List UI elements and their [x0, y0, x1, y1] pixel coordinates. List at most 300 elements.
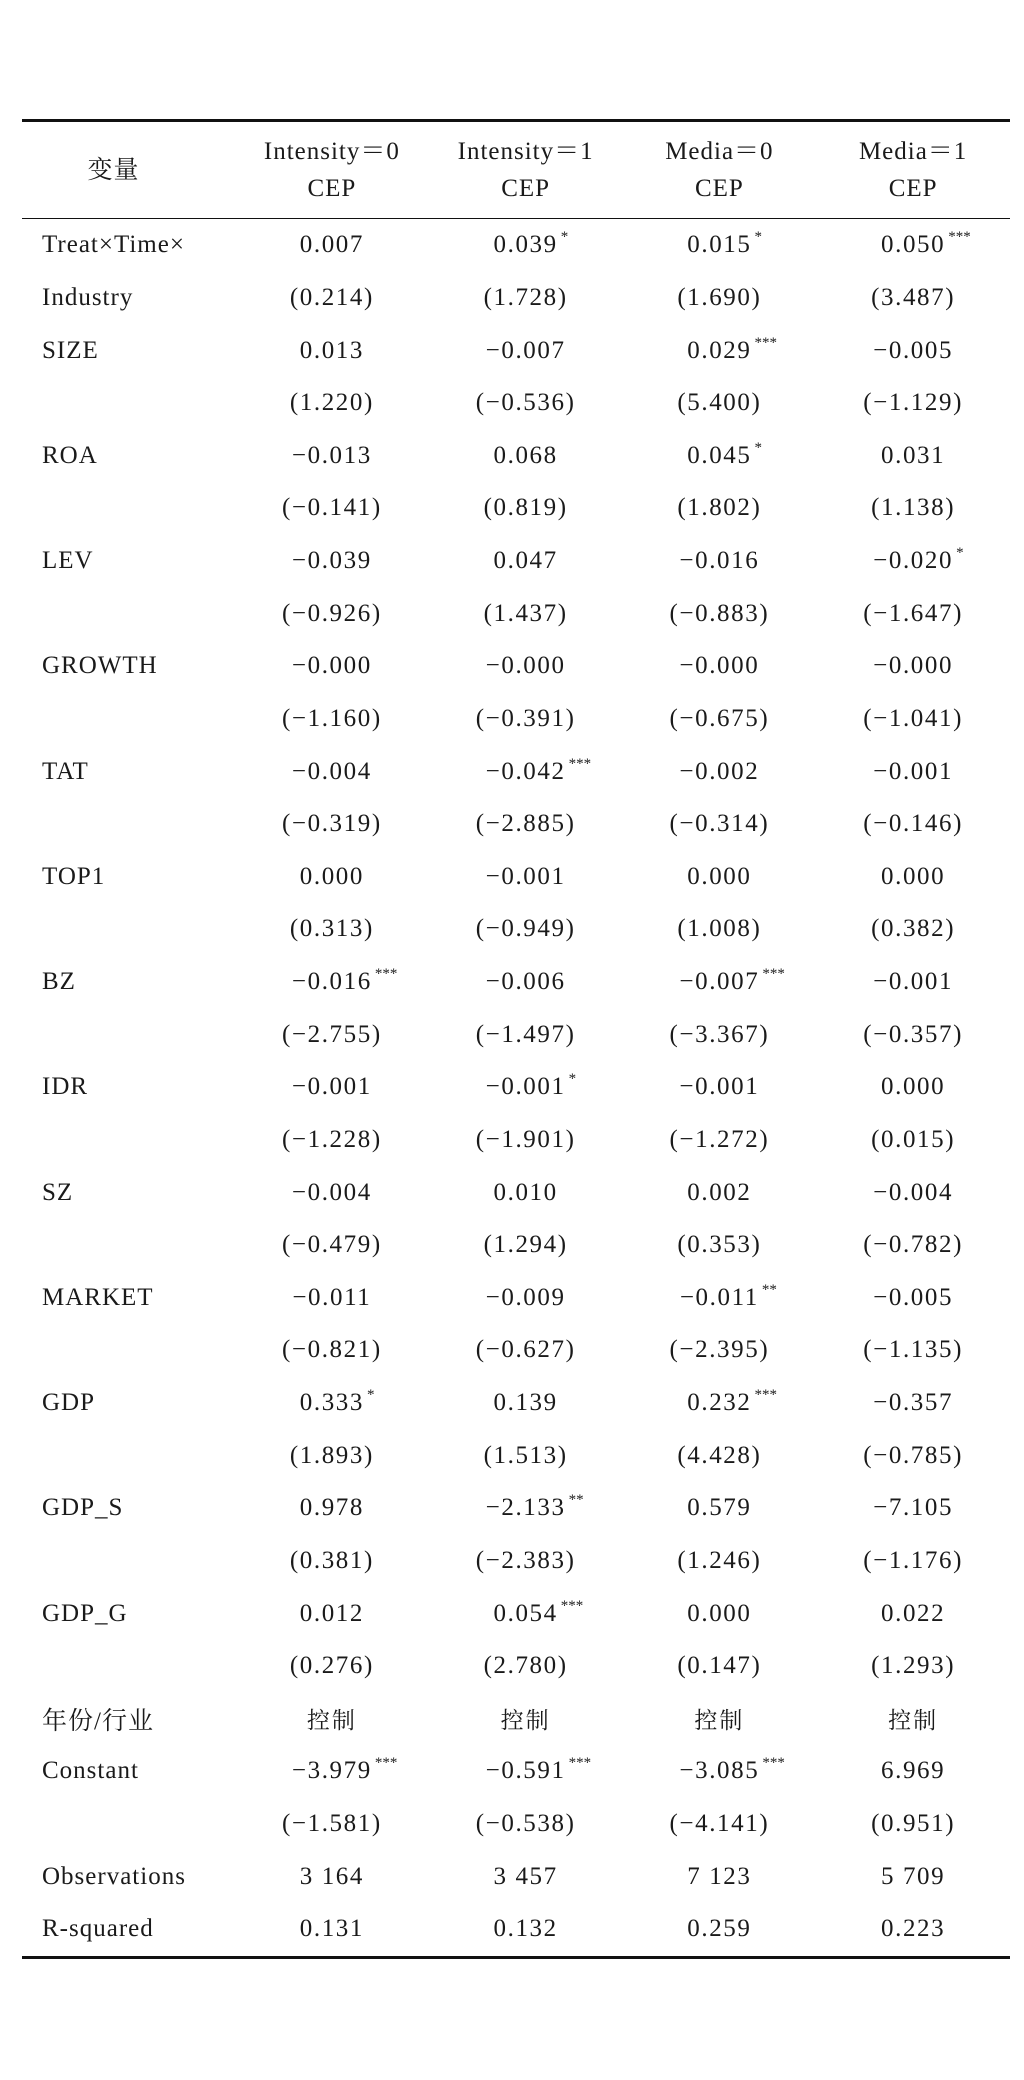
table-cell [429, 272, 623, 325]
cell-value: 0.045 * [687, 439, 762, 469]
table-row [22, 745, 1010, 798]
table-cell [816, 640, 1010, 693]
cell-value: −0.001 [679, 1073, 760, 1101]
cell-value: (1.802) [677, 494, 762, 522]
cell-value: 0.579 [687, 1494, 752, 1522]
table-cell [816, 1798, 1010, 1851]
table-cell [235, 640, 429, 693]
table-cell [429, 798, 623, 851]
table-cell [235, 1114, 429, 1167]
table-cell [816, 1061, 1010, 1114]
row-variable-label: Constant [42, 1757, 139, 1785]
cell-value: −0.004 [291, 1178, 372, 1206]
cell-value: (−1.901) [475, 1125, 576, 1153]
table-cell [429, 956, 623, 1009]
cell-value: (−0.627) [475, 1336, 576, 1364]
cell-value: (−0.479) [281, 1231, 382, 1259]
cell-value: −7.105 [873, 1494, 954, 1522]
cell-value: −0.011 ** [679, 1281, 777, 1311]
significance-stars: * [754, 229, 762, 246]
table-row [22, 640, 1010, 693]
cell-value: 0.002 [687, 1178, 752, 1206]
cell-value: 0.978 [299, 1494, 364, 1522]
table-cell [235, 956, 429, 1009]
cell-value: (0.353) [677, 1231, 762, 1259]
table-cell [623, 272, 817, 325]
cell-value: (4.428) [677, 1441, 762, 1469]
row-variable-label: GDP_S [42, 1494, 124, 1522]
cell-value: (−0.949) [475, 915, 576, 943]
table-cell [816, 798, 1010, 851]
row-variable-label: GDP [42, 1389, 96, 1417]
cell-value: (0.276) [289, 1652, 374, 1680]
cell-value: 0.031 [881, 441, 946, 469]
row-variable-label [22, 482, 235, 535]
table-cell [429, 1535, 623, 1588]
cell-value: −0.013 [291, 441, 372, 469]
cell-value: −0.000 [291, 652, 372, 680]
table-row [22, 1482, 1010, 1535]
cell-value: (0.147) [677, 1652, 762, 1680]
cell-value: (−1.581) [281, 1810, 382, 1838]
table-cell [623, 1482, 817, 1535]
table-cell [816, 272, 1010, 325]
cell-value: 控制 [888, 1708, 939, 1735]
table-cell [816, 1693, 1010, 1746]
table-cell [623, 430, 817, 483]
cell-value: (−0.146) [863, 810, 964, 838]
table-row [22, 798, 1010, 851]
table-cell [429, 1693, 623, 1746]
table-row [22, 903, 1010, 956]
cell-value: 3 457 [493, 1862, 558, 1890]
cell-value: 0.029 *** [687, 334, 777, 364]
cell-value: (−2.755) [281, 1020, 382, 1048]
row-variable-label [22, 587, 235, 640]
cell-value: 控制 [500, 1708, 551, 1735]
table-cell [429, 903, 623, 956]
header-row [22, 121, 1010, 219]
cell-value: (−1.647) [863, 599, 964, 627]
row-variable-label [22, 377, 235, 430]
cell-value: −0.002 [679, 757, 760, 785]
cell-value: (−0.782) [863, 1231, 964, 1259]
table-cell [623, 956, 817, 1009]
cell-value: (−1.135) [863, 1336, 964, 1364]
cell-value: −0.004 [873, 1178, 954, 1206]
table-cell [816, 745, 1010, 798]
cell-value: 0.000 [299, 862, 364, 890]
significance-stars: * [754, 439, 762, 456]
cell-value: (1.220) [289, 389, 374, 417]
column-header-media-1 [816, 121, 1010, 219]
cell-value: (−0.391) [475, 704, 576, 732]
table-row [22, 219, 1010, 272]
table-cell [816, 1429, 1010, 1482]
cell-value: (−0.357) [863, 1020, 964, 1048]
table-cell [235, 1903, 429, 1957]
cell-value: (1.246) [677, 1546, 762, 1574]
significance-stars: *** [754, 1387, 777, 1404]
table-cell [235, 1745, 429, 1798]
cell-value: (−0.821) [281, 1336, 382, 1364]
row-variable-label: TOP1 [42, 862, 106, 890]
row-variable-label: GROWTH [42, 652, 158, 680]
cell-value: 0.047 [493, 547, 558, 575]
cell-value: −0.005 [873, 336, 954, 364]
row-variable-label [22, 903, 235, 956]
cell-value: (−1.272) [669, 1125, 770, 1153]
significance-stars: *** [374, 966, 398, 983]
table-cell [816, 1219, 1010, 1272]
table-cell [816, 1482, 1010, 1535]
column-header-intensity-1 [429, 121, 623, 219]
table-cell [816, 482, 1010, 535]
table-row [22, 1535, 1010, 1588]
table-cell [623, 903, 817, 956]
cell-value: (−1.497) [475, 1020, 576, 1048]
cell-value: 0.333 * [299, 1387, 375, 1417]
table-cell [816, 587, 1010, 640]
table-row [22, 851, 1010, 904]
cell-value: (1.008) [677, 915, 762, 943]
cell-value: 0.000 [687, 1599, 752, 1627]
table-cell [235, 851, 429, 904]
row-variable-label [22, 1114, 235, 1167]
cell-value: (0.381) [289, 1546, 374, 1574]
significance-stars: * [956, 545, 964, 562]
table-cell [429, 1219, 623, 1272]
table-cell [235, 535, 429, 588]
cell-value: (−0.675) [669, 704, 770, 732]
table-cell [429, 1640, 623, 1693]
table-cell [235, 430, 429, 483]
cell-value: 6.969 [881, 1757, 946, 1785]
table-cell [623, 377, 817, 430]
cell-value: (0.819) [483, 494, 568, 522]
significance-stars: *** [560, 1597, 584, 1614]
table-cell [816, 1535, 1010, 1588]
cell-value: (−0.538) [475, 1810, 576, 1838]
cell-value: (1.728) [483, 283, 568, 311]
cell-value: −0.591 *** [485, 1755, 592, 1785]
table-cell [816, 1587, 1010, 1640]
table-cell [816, 1166, 1010, 1219]
table-cell [816, 377, 1010, 430]
cell-value: (1.138) [871, 494, 956, 522]
variable-column-header: 变量 [87, 156, 140, 184]
table-cell [816, 1008, 1010, 1061]
table-row [22, 1219, 1010, 1272]
table-cell [816, 1377, 1010, 1430]
table-cell [816, 430, 1010, 483]
cell-value: 0.068 [493, 441, 558, 469]
table-cell [816, 1903, 1010, 1957]
cell-value: (−2.383) [475, 1546, 576, 1574]
cell-value: 0.012 [299, 1599, 364, 1627]
table-cell [429, 1587, 623, 1640]
table-cell [623, 693, 817, 746]
cell-value: (0.382) [871, 915, 956, 943]
significance-stars: *** [754, 334, 777, 351]
table-cell [623, 1850, 817, 1903]
row-variable-label [22, 1429, 235, 1482]
cell-value: (−1.041) [863, 704, 964, 732]
column-header-line1: Media＝1 [858, 138, 968, 165]
table-cell [429, 1903, 623, 1957]
cell-value: (−0.926) [281, 599, 382, 627]
table-cell [429, 1798, 623, 1851]
cell-value: −0.006 [485, 968, 566, 996]
table-cell [235, 377, 429, 430]
significance-stars: *** [948, 229, 971, 246]
cell-value: (−0.319) [281, 810, 382, 838]
cell-value: (3.487) [871, 283, 956, 311]
cell-value: (2.780) [483, 1652, 568, 1680]
cell-value: 0.039 * [493, 229, 569, 259]
row-variable-label [22, 1008, 235, 1061]
table-row [22, 1429, 1010, 1482]
cell-value: −0.357 [873, 1389, 954, 1417]
cell-value: 0.015 * [687, 229, 762, 259]
table-cell [235, 1535, 429, 1588]
table-row [22, 956, 1010, 1009]
table-cell [429, 1745, 623, 1798]
column-header-line1: Media＝0 [665, 138, 774, 165]
row-variable-label [22, 1535, 235, 1588]
table-cell [235, 1061, 429, 1114]
table-cell [623, 640, 817, 693]
column-header-line2: CEP [888, 175, 938, 202]
cell-value: (−1.176) [863, 1546, 964, 1574]
cell-value: (5.400) [677, 389, 762, 417]
regression-table-container [22, 119, 1010, 1959]
table-row [22, 1324, 1010, 1377]
row-variable-label: IDR [42, 1073, 89, 1101]
table-cell [429, 377, 623, 430]
cell-value: 3 164 [299, 1862, 364, 1890]
table-cell [235, 693, 429, 746]
column-header-line2: CEP [307, 175, 357, 202]
cell-value: −0.016 [679, 547, 760, 575]
row-variable-label: SZ [42, 1178, 74, 1206]
table-row [22, 1008, 1010, 1061]
cell-value: 0.022 [881, 1599, 946, 1627]
table-cell [623, 1535, 817, 1588]
row-variable-label: GDP_G [42, 1599, 128, 1627]
table-row [22, 1587, 1010, 1640]
cell-value: 控制 [694, 1708, 745, 1735]
table-cell [816, 903, 1010, 956]
table-row [22, 693, 1010, 746]
cell-value: (−2.395) [669, 1336, 770, 1364]
table-cell [235, 745, 429, 798]
cell-value: (0.214) [289, 283, 374, 311]
column-header-media-0 [623, 121, 817, 219]
cell-value: (−1.228) [281, 1125, 382, 1153]
table-cell [623, 482, 817, 535]
cell-value: 7 123 [687, 1862, 752, 1890]
table-row [22, 1745, 1010, 1798]
table-cell [623, 1272, 817, 1325]
table-cell [623, 1798, 817, 1851]
table-cell [816, 693, 1010, 746]
cell-value: 0.259 [687, 1915, 752, 1943]
table-cell [623, 1166, 817, 1219]
table-cell [623, 1429, 817, 1482]
significance-stars: * [367, 1387, 375, 1404]
cell-value: (1.893) [289, 1441, 374, 1469]
cell-value: −0.039 [291, 547, 372, 575]
table-cell [235, 1324, 429, 1377]
table-cell [429, 1482, 623, 1535]
table-row [22, 1903, 1010, 1957]
table-cell [623, 1693, 817, 1746]
cell-value: −0.001 [873, 968, 954, 996]
table-cell [623, 1377, 817, 1430]
table-cell [429, 1429, 623, 1482]
table-cell [623, 535, 817, 588]
row-variable-label: MARKET [42, 1283, 154, 1311]
table-cell [623, 851, 817, 904]
cell-value: (−0.785) [863, 1441, 964, 1469]
cell-value: −3.085 *** [679, 1755, 785, 1785]
significance-stars: *** [374, 1755, 398, 1772]
row-variable-label [22, 1798, 235, 1851]
cell-value: −0.001 * [485, 1071, 577, 1101]
row-variable-label [22, 798, 235, 851]
significance-stars: * [560, 229, 569, 246]
table-cell [623, 1903, 817, 1957]
table-cell [235, 1850, 429, 1903]
cell-value: (1.293) [871, 1652, 956, 1680]
row-variable-label [22, 1324, 235, 1377]
table-cell [816, 1272, 1010, 1325]
significance-stars: * [568, 1071, 577, 1088]
cell-value: (0.313) [289, 915, 374, 943]
table-cell [816, 1114, 1010, 1167]
regression-table [22, 119, 1010, 1959]
table-row [22, 1166, 1010, 1219]
table-row [22, 1798, 1010, 1851]
table-cell [235, 1482, 429, 1535]
cell-value: −0.000 [873, 652, 954, 680]
table-cell [429, 1850, 623, 1903]
significance-stars: ** [568, 1492, 584, 1509]
table-cell [429, 1114, 623, 1167]
row-variable-label: Industry [42, 283, 134, 311]
cell-value: −0.007 *** [679, 966, 785, 996]
table-cell [429, 430, 623, 483]
cell-value: −0.004 [291, 757, 372, 785]
table-row [22, 1114, 1010, 1167]
table-cell [623, 1061, 817, 1114]
cell-value: 0.131 [299, 1915, 364, 1943]
table-cell [235, 324, 429, 377]
row-variable-label: 年份/行业 [42, 1707, 154, 1735]
table-cell [429, 1008, 623, 1061]
cell-value: 0.050 *** [881, 229, 971, 259]
significance-stars: *** [568, 1755, 592, 1772]
row-variable-label: Treat×Time× [42, 231, 185, 259]
table-cell [816, 535, 1010, 588]
cell-value: (−0.536) [475, 389, 576, 417]
cell-value: (−0.883) [669, 599, 770, 627]
cell-value: 0.010 [493, 1178, 558, 1206]
cell-value: −2.133 ** [485, 1492, 584, 1522]
table-cell [623, 1324, 817, 1377]
table-cell [623, 1114, 817, 1167]
table-cell [235, 272, 429, 325]
significance-stars: ** [761, 1281, 777, 1298]
table-cell [235, 798, 429, 851]
cell-value: (1.513) [483, 1441, 568, 1469]
cell-value: 0.223 [881, 1915, 946, 1943]
table-row [22, 430, 1010, 483]
cell-value: (−0.314) [669, 810, 770, 838]
cell-value: 0.000 [881, 862, 946, 890]
cell-value: (1.294) [483, 1231, 568, 1259]
cell-value: −0.005 [873, 1283, 954, 1311]
row-variable-label: SIZE [42, 336, 99, 364]
row-variable-label: Observations [42, 1862, 186, 1890]
cell-value: 0.007 [299, 231, 364, 259]
table-cell [623, 587, 817, 640]
row-variable-label [22, 1219, 235, 1272]
table-cell [235, 1640, 429, 1693]
table-cell [623, 1587, 817, 1640]
cell-value: (1.437) [483, 599, 568, 627]
cell-value: −0.016 *** [291, 966, 398, 996]
table-cell [235, 1377, 429, 1430]
table-row [22, 482, 1010, 535]
table-cell [235, 219, 429, 272]
table-cell [623, 219, 817, 272]
table-cell [623, 1745, 817, 1798]
cell-value: (−0.141) [281, 494, 382, 522]
table-row [22, 1377, 1010, 1430]
cell-value: 0.232 *** [687, 1387, 777, 1417]
table-cell [235, 1798, 429, 1851]
cell-value: −0.009 [485, 1283, 566, 1311]
cell-value: 5 709 [881, 1862, 946, 1890]
cell-value: −3.979 *** [291, 1755, 398, 1785]
table-body [22, 219, 1010, 1958]
cell-value: 0.000 [881, 1073, 946, 1101]
table-cell [429, 1166, 623, 1219]
table-row [22, 1272, 1010, 1325]
table-cell [429, 324, 623, 377]
row-variable-label: BZ [42, 968, 76, 996]
row-variable-label: TAT [42, 757, 89, 785]
table-cell [429, 482, 623, 535]
table-cell [816, 1745, 1010, 1798]
table-row [22, 324, 1010, 377]
table-cell [235, 1008, 429, 1061]
cell-value: (−1.129) [863, 389, 964, 417]
cell-value: −0.000 [679, 652, 760, 680]
table-header [22, 121, 1010, 219]
table-cell [816, 1640, 1010, 1693]
table-cell [235, 903, 429, 956]
table-row [22, 1693, 1010, 1746]
cell-value: −0.007 [485, 336, 566, 364]
cell-value: 0.054 *** [493, 1597, 584, 1627]
table-cell [429, 1061, 623, 1114]
cell-value: (1.690) [677, 283, 762, 311]
table-cell [235, 1219, 429, 1272]
cell-value: (−2.885) [475, 810, 576, 838]
